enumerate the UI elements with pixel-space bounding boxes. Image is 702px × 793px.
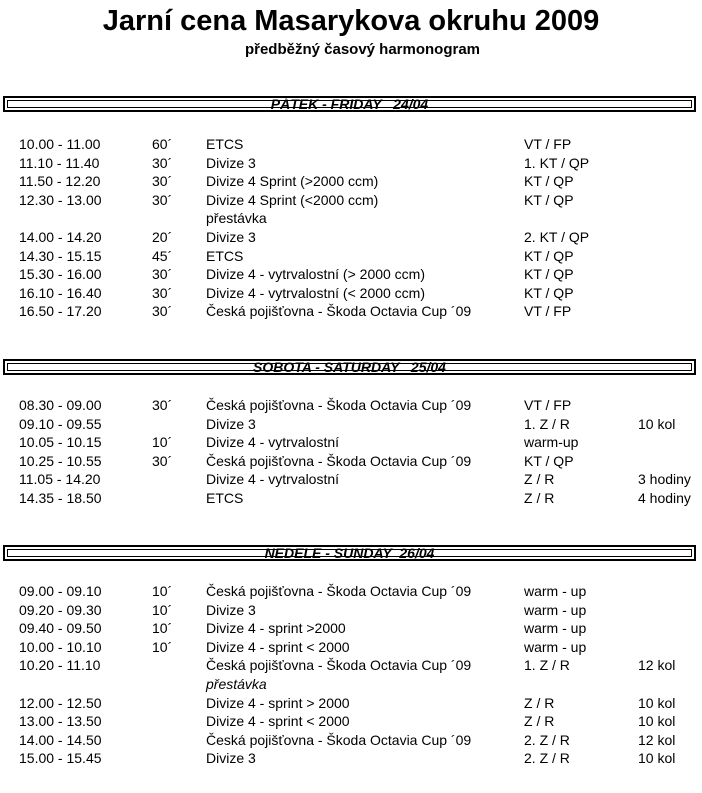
time-cell: 11.10 - 11.40 <box>19 154 100 171</box>
time-cell: 16.10 - 16.40 <box>19 284 102 301</box>
time-cell: 12.00 - 12.50 <box>19 694 102 711</box>
session-type-cell: Z / R <box>524 471 555 488</box>
event-cell: ETCS <box>206 489 244 506</box>
event-cell: Česká pojišťovna - Škoda Octavia Cup ´09 <box>206 303 472 320</box>
schedule-row <box>0 154 702 173</box>
event-cell: Česká pojišťovna - Škoda Octavia Cup ´09 <box>206 397 472 413</box>
duration-cell: 10´ <box>152 583 173 599</box>
time-cell: 14.35 - 18.50 <box>19 489 102 506</box>
duration-cell: 30´ <box>152 452 173 469</box>
schedule-row <box>0 433 702 452</box>
schedule-row <box>0 191 702 210</box>
time-cell: 11.05 - 14.20 <box>19 471 101 488</box>
time-cell: 10.00 - 10.10 <box>19 638 102 655</box>
event-cell: Divize 4 - sprint > 2000 <box>206 694 350 711</box>
event-cell: Divize 4 - sprint < 2000 <box>206 638 350 655</box>
time-cell: 10.20 - 11.10 <box>19 657 101 674</box>
session-type-cell: warm-up <box>524 434 579 451</box>
time-cell: 09.20 - 09.30 <box>19 601 102 618</box>
event-cell: Divize 4 - vytrvalostní (< 2000 ccm) <box>206 284 426 301</box>
duration-cell: 10´ <box>152 434 173 451</box>
session-type-cell: warm - up <box>524 601 587 618</box>
laps-cell: 10 kol <box>638 750 676 767</box>
session-type-cell: KT / QP <box>524 191 574 208</box>
duration-cell: 30´ <box>152 154 173 171</box>
session-type-cell: KT / QP <box>524 266 574 283</box>
event-cell: Divize 4 - sprint < 2000 <box>206 713 350 730</box>
session-type-cell: warm - up <box>524 583 587 599</box>
session-type-cell: 2. Z / R <box>524 731 570 748</box>
event-cell: Česká pojišťovna - Škoda Octavia Cup ´09 <box>206 583 472 599</box>
session-type-cell: KT / QP <box>524 452 574 469</box>
duration-cell: 45´ <box>152 247 173 264</box>
duration-cell: 30´ <box>152 303 173 320</box>
time-cell: 10.05 - 10.15 <box>19 434 102 451</box>
day-header-label: PÁTEK - FRIDAY 24/04 <box>270 96 429 112</box>
schedule-row <box>0 209 702 228</box>
event-cell: Divize 3 <box>206 415 256 432</box>
session-type-cell: KT / QP <box>524 284 574 301</box>
schedule-row <box>0 638 702 657</box>
event-cell: ETCS <box>206 136 244 152</box>
session-type-cell: KT / QP <box>524 247 574 264</box>
session-type-cell: warm - up <box>524 620 587 637</box>
time-cell: 09.10 - 09.55 <box>19 415 102 432</box>
laps-cell: 4 hodiny <box>638 489 691 506</box>
session-type-cell: KT / QP <box>524 173 574 190</box>
event-cell: Divize 4 Sprint (<2000 ccm) <box>206 191 379 208</box>
day-header-label: NEDELE - SUNDAY 26/04 <box>264 545 435 561</box>
event-cell: Divize 4 Sprint (>2000 ccm) <box>206 173 379 190</box>
schedule-row <box>0 396 702 415</box>
time-cell: 14.00 - 14.50 <box>19 731 102 748</box>
session-type-cell: Z / R <box>524 694 555 711</box>
time-cell: 15.00 - 15.45 <box>19 750 102 767</box>
time-cell: 14.00 - 14.20 <box>19 228 102 245</box>
time-cell: 15.30 - 16.00 <box>19 266 102 283</box>
event-cell: Divize 3 <box>206 228 256 245</box>
schedule-row <box>0 712 702 731</box>
session-type-cell: 1. Z / R <box>524 415 570 432</box>
session-type-cell: Z / R <box>524 489 555 506</box>
laps-cell: 3 hodiny <box>638 471 691 488</box>
schedule-row <box>0 619 702 638</box>
time-cell: 16.50 - 17.20 <box>19 303 102 320</box>
event-cell: Divize 3 <box>206 601 256 618</box>
schedule-row <box>0 302 702 321</box>
time-cell: 14.30 - 15.15 <box>19 247 102 264</box>
day-header-bar <box>3 545 696 561</box>
schedule-row <box>0 265 702 284</box>
event-cell: Divize 4 - vytrvalostní (> 2000 ccm) <box>206 266 426 283</box>
session-type-cell: 2. Z / R <box>524 750 570 767</box>
schedule-row <box>0 228 702 247</box>
page-title: Jarní cena Masarykova okruhu 2009 <box>102 5 600 37</box>
event-cell: Česká pojišťovna - Škoda Octavia Cup ´09 <box>206 731 472 748</box>
laps-cell: 10 kol <box>638 415 676 432</box>
event-cell: Divize 4 - sprint >2000 <box>206 620 346 637</box>
event-cell: ETCS <box>206 247 244 264</box>
duration-cell: 30´ <box>152 284 173 301</box>
schedule-row <box>0 694 702 713</box>
event-cell: Divize 3 <box>206 750 256 767</box>
session-type-cell: 1. KT / QP <box>524 154 590 171</box>
schedule-row <box>0 749 702 768</box>
laps-cell: 12 kol <box>638 731 676 748</box>
session-type-cell: VT / FP <box>524 136 572 152</box>
event-cell: Česká pojišťovna - Škoda Octavia Cup ´09 <box>206 657 472 674</box>
laps-cell: 10 kol <box>638 694 676 711</box>
session-type-cell: VT / FP <box>524 303 572 320</box>
schedule-row <box>0 470 702 489</box>
schedule-row <box>0 582 702 601</box>
event-cell: Česká pojišťovna - Škoda Octavia Cup ´09 <box>206 452 472 469</box>
time-cell: 13.00 - 13.50 <box>19 713 102 730</box>
time-cell: 12.30 - 13.00 <box>19 191 102 208</box>
session-type-cell: warm - up <box>524 638 587 655</box>
event-cell: Divize 4 - vytrvalostní <box>206 471 340 488</box>
schedule-row <box>0 415 702 434</box>
duration-cell: 10´ <box>152 638 173 655</box>
laps-cell: 10 kol <box>638 713 676 730</box>
schedule-row <box>0 675 702 694</box>
time-cell: 08.30 - 09.00 <box>19 397 102 413</box>
event-cell: Divize 3 <box>206 154 256 171</box>
event-cell: přestávka <box>206 675 267 692</box>
duration-cell: 30´ <box>152 266 173 283</box>
schedule-row <box>0 452 702 471</box>
laps-cell: 12 kol <box>638 657 676 674</box>
schedule-row <box>0 656 702 675</box>
schedule-rows <box>0 396 702 508</box>
event-cell: přestávka <box>206 210 267 227</box>
schedule-row <box>0 172 702 191</box>
schedule-row <box>0 601 702 620</box>
schedule-row <box>0 247 702 266</box>
time-cell: 09.00 - 09.10 <box>19 583 102 599</box>
session-type-cell: 1. Z / R <box>524 657 570 674</box>
duration-cell: 10´ <box>152 601 173 618</box>
time-cell: 09.40 - 09.50 <box>19 620 102 637</box>
page-subtitle: předběžný časový harmonogram <box>244 41 481 58</box>
schedule-rows <box>0 582 702 768</box>
event-cell: Divize 4 - vytrvalostní <box>206 434 340 451</box>
session-type-cell: Z / R <box>524 713 555 730</box>
duration-cell: 20´ <box>152 228 173 245</box>
time-cell: 10.25 - 10.55 <box>19 452 102 469</box>
schedule-row <box>0 135 702 154</box>
duration-cell: 30´ <box>152 173 173 190</box>
schedule-row <box>0 284 702 303</box>
schedule-row <box>0 489 702 508</box>
duration-cell: 60´ <box>152 136 173 152</box>
session-type-cell: 2. KT / QP <box>524 228 590 245</box>
day-header-bar <box>3 359 696 375</box>
day-header-bar <box>3 96 696 112</box>
time-cell: 10.00 - 11.00 <box>19 136 101 152</box>
session-type-cell: VT / FP <box>524 397 572 413</box>
schedule-rows <box>0 135 702 321</box>
duration-cell: 30´ <box>152 397 173 413</box>
duration-cell: 10´ <box>152 620 173 637</box>
duration-cell: 30´ <box>152 191 173 208</box>
time-cell: 11.50 - 12.20 <box>19 173 101 190</box>
schedule-row <box>0 731 702 750</box>
day-header-label: SOBOTA - SATURDAY 25/04 <box>253 359 446 375</box>
